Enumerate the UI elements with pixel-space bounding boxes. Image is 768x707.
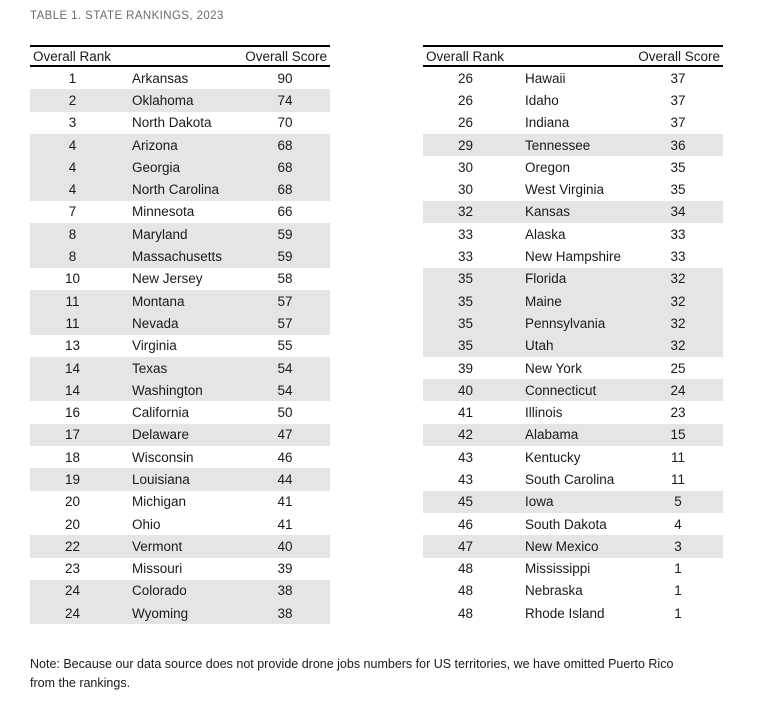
score-cell: 39 (277, 561, 293, 577)
table-row (423, 134, 723, 156)
rank-column-header: Overall Rank (426, 48, 505, 64)
table-body-right (423, 67, 723, 624)
state-cell: Indiana (525, 115, 570, 131)
score-cell: 32 (670, 338, 686, 354)
score-cell: 1 (674, 561, 682, 577)
table-row (30, 67, 330, 89)
state-cell: Utah (525, 338, 554, 354)
rank-cell: 48 (457, 561, 474, 577)
state-cell: Alabama (525, 427, 579, 443)
table-row (30, 558, 330, 580)
score-cell: 4 (674, 516, 682, 532)
rank-cell: 33 (457, 249, 474, 265)
rankings-table-right (423, 45, 723, 624)
rank-cell: 4 (68, 159, 77, 175)
rank-cell: 4 (68, 137, 77, 153)
table-row (30, 312, 330, 334)
table-row (423, 245, 723, 267)
state-cell: North Carolina (132, 182, 220, 198)
score-cell: 54 (277, 360, 293, 376)
state-cell: Texas (132, 360, 168, 376)
state-cell: New Hampshire (525, 249, 622, 265)
score-cell: 40 (277, 538, 293, 554)
rank-cell: 8 (68, 226, 77, 242)
rank-cell: 33 (457, 226, 474, 242)
rank-cell: 41 (457, 405, 474, 421)
score-column-header: Overall Score (638, 48, 720, 64)
score-cell: 11 (670, 449, 685, 465)
state-cell: North Dakota (132, 115, 212, 131)
rank-cell: 48 (457, 583, 474, 599)
table-row (423, 424, 723, 446)
state-cell: Idaho (525, 92, 559, 108)
table-row (423, 178, 723, 200)
state-cell: South Dakota (525, 516, 607, 532)
state-cell: Massachusetts (132, 249, 223, 265)
rank-cell: 35 (457, 293, 474, 309)
state-cell: Hawaii (525, 70, 566, 86)
score-cell: 44 (277, 471, 293, 487)
score-cell: 36 (670, 137, 686, 153)
state-cell: Colorado (132, 583, 187, 599)
rank-cell: 7 (68, 204, 77, 220)
score-cell: 57 (277, 293, 293, 309)
rank-cell: 20 (64, 494, 81, 510)
table-row (30, 468, 330, 490)
score-cell: 59 (277, 226, 293, 242)
rank-cell: 26 (457, 92, 474, 108)
score-cell: 23 (670, 405, 686, 421)
table-header-right (423, 45, 723, 67)
table-row (30, 245, 330, 267)
score-cell: 1 (674, 583, 682, 599)
table-row (423, 290, 723, 312)
state-cell: New Mexico (525, 538, 599, 554)
rank-cell: 14 (64, 382, 81, 398)
score-cell: 74 (277, 92, 293, 108)
score-cell: 54 (277, 382, 293, 398)
rank-cell: 45 (457, 494, 474, 510)
table-row (30, 268, 330, 290)
state-cell: Arkansas (132, 70, 189, 86)
table-row (30, 357, 330, 379)
state-cell: Georgia (132, 159, 181, 175)
score-cell: 35 (670, 159, 686, 175)
table-row (30, 602, 330, 624)
table-row (30, 379, 330, 401)
rank-cell: 24 (64, 605, 81, 621)
state-cell: Washington (132, 382, 203, 398)
table-row (30, 156, 330, 178)
rank-cell: 40 (457, 382, 474, 398)
table-row (30, 513, 330, 535)
state-cell: Oregon (525, 159, 571, 175)
table-row (30, 424, 330, 446)
rank-cell: 10 (64, 271, 81, 287)
state-cell: South Carolina (525, 471, 615, 487)
table-row (30, 112, 330, 134)
rank-cell: 14 (64, 360, 81, 376)
table-row (423, 89, 723, 111)
score-cell: 33 (670, 226, 686, 242)
score-column-header: Overall Score (245, 48, 327, 64)
score-cell: 32 (670, 315, 686, 331)
table-row (423, 312, 723, 334)
rank-cell: 11 (65, 315, 80, 331)
score-cell: 15 (670, 427, 686, 443)
rank-cell: 8 (68, 249, 77, 265)
state-cell: Nebraska (525, 583, 583, 599)
state-cell: West Virginia (525, 182, 605, 198)
table-row (423, 558, 723, 580)
state-cell: Oklahoma (132, 92, 194, 108)
table-row (30, 335, 330, 357)
state-cell: Michigan (132, 494, 187, 510)
table-row (423, 468, 723, 490)
state-cell: Mississippi (525, 561, 591, 577)
state-cell: Kansas (525, 204, 571, 220)
table-row (423, 580, 723, 602)
score-cell: 50 (277, 405, 293, 421)
table-body-left (30, 67, 330, 624)
state-cell: Illinois (525, 405, 563, 421)
score-cell: 35 (670, 182, 686, 198)
rank-cell: 24 (64, 583, 81, 599)
table-row (30, 201, 330, 223)
tables-row (30, 45, 723, 624)
state-cell: Delaware (132, 427, 190, 443)
state-cell: Wisconsin (132, 449, 194, 465)
state-cell: California (132, 405, 190, 421)
rank-cell: 17 (64, 427, 81, 443)
rank-cell: 43 (457, 449, 474, 465)
score-cell: 55 (277, 338, 293, 354)
score-cell: 68 (277, 182, 293, 198)
score-cell: 11 (670, 471, 685, 487)
table-row (30, 178, 330, 200)
score-cell: 37 (670, 115, 686, 131)
rank-cell: 30 (457, 182, 474, 198)
state-cell: Montana (132, 293, 185, 309)
score-cell: 47 (277, 427, 293, 443)
footnote (30, 655, 742, 692)
table-row (423, 602, 723, 624)
rank-cell: 46 (457, 516, 474, 532)
state-cell: Pennsylvania (525, 315, 606, 331)
footnote-line-2: from the rankings. (30, 675, 131, 690)
table-row (30, 491, 330, 513)
state-cell: New York (525, 360, 583, 376)
rank-cell: 16 (64, 405, 81, 421)
table-row (423, 535, 723, 557)
rank-cell: 43 (457, 471, 474, 487)
state-cell: Tennessee (525, 137, 591, 153)
table-row (30, 535, 330, 557)
rank-cell: 20 (64, 516, 81, 532)
rank-cell: 39 (457, 360, 474, 376)
state-cell: Wyoming (132, 605, 189, 621)
state-cell: Maryland (132, 226, 188, 242)
score-cell: 57 (277, 315, 293, 331)
score-cell: 24 (670, 382, 686, 398)
score-cell: 68 (277, 137, 293, 153)
rank-cell: 19 (64, 471, 81, 487)
score-cell: 37 (670, 70, 686, 86)
rank-cell: 35 (457, 315, 474, 331)
table-row (423, 335, 723, 357)
state-cell: Connecticut (525, 382, 597, 398)
table-row (30, 134, 330, 156)
rank-cell: 32 (457, 204, 474, 220)
rank-cell: 35 (457, 338, 474, 354)
table-row (423, 491, 723, 513)
state-cell: Louisiana (132, 471, 190, 487)
score-cell: 90 (277, 70, 293, 86)
score-cell: 34 (670, 204, 686, 220)
score-cell: 25 (670, 360, 686, 376)
table-row (423, 401, 723, 423)
state-cell: Alaska (525, 226, 566, 242)
state-cell: Missouri (132, 561, 183, 577)
table-title: TABLE 1. STATE RANKINGS, 2023 (30, 10, 224, 22)
state-cell: Vermont (132, 538, 183, 554)
score-cell: 41 (277, 494, 293, 510)
table-row (423, 446, 723, 468)
table-row (30, 89, 330, 111)
state-cell: Nevada (132, 315, 179, 331)
table-row (423, 112, 723, 134)
score-cell: 32 (670, 271, 686, 287)
table-row (30, 401, 330, 423)
score-cell: 5 (674, 494, 682, 510)
score-cell: 38 (277, 583, 293, 599)
table-header-left (30, 45, 330, 67)
score-cell: 1 (674, 605, 682, 621)
score-cell: 68 (277, 159, 293, 175)
table-row (423, 67, 723, 89)
rank-cell: 26 (457, 115, 474, 131)
rank-cell: 4 (68, 182, 77, 198)
state-cell: Iowa (525, 494, 554, 510)
score-cell: 70 (277, 115, 293, 131)
state-cell: Arizona (132, 137, 178, 153)
score-cell: 46 (277, 449, 293, 465)
table-row (30, 290, 330, 312)
rank-cell: 1 (68, 70, 77, 86)
table-row (30, 223, 330, 245)
rank-cell: 48 (457, 605, 474, 621)
rank-cell: 35 (457, 271, 474, 287)
state-cell: Rhode Island (525, 605, 605, 621)
rank-cell: 13 (64, 338, 81, 354)
score-cell: 38 (277, 605, 293, 621)
state-cell: Kentucky (525, 449, 581, 465)
rank-cell: 29 (457, 137, 474, 153)
state-cell: Virginia (132, 338, 177, 354)
footnote-line-1: Note: Because our data source does not provide drone jobs numbers for US territories, we have omitted Puerto Rico (30, 657, 674, 671)
state-cell: Maine (525, 293, 562, 309)
table-row (423, 268, 723, 290)
table-row (423, 513, 723, 535)
rank-cell: 26 (457, 70, 474, 86)
score-cell: 58 (277, 271, 293, 287)
score-cell: 3 (674, 538, 682, 554)
table-row (30, 446, 330, 468)
score-cell: 41 (277, 516, 293, 532)
rank-cell: 47 (457, 538, 474, 554)
rank-cell: 2 (68, 92, 77, 108)
rankings-table-left (30, 45, 330, 624)
table-row (30, 580, 330, 602)
table-row (423, 201, 723, 223)
rank-cell: 11 (65, 293, 80, 309)
score-cell: 66 (277, 204, 293, 220)
rank-cell: 18 (64, 449, 81, 465)
rank-cell: 23 (64, 561, 81, 577)
table-row (423, 357, 723, 379)
rank-cell: 3 (68, 115, 77, 131)
table-row (423, 379, 723, 401)
score-cell: 32 (670, 293, 686, 309)
state-cell: Minnesota (132, 204, 195, 220)
score-cell: 59 (277, 249, 293, 265)
rank-cell: 42 (457, 427, 474, 443)
rank-cell: 30 (457, 159, 474, 175)
score-cell: 37 (670, 92, 686, 108)
state-cell: Ohio (132, 516, 161, 532)
state-cell: New Jersey (132, 271, 203, 287)
state-cell: Florida (525, 271, 567, 287)
table-row (423, 156, 723, 178)
table-row (423, 223, 723, 245)
rank-column-header: Overall Rank (33, 48, 112, 64)
rank-cell: 22 (64, 538, 81, 554)
score-cell: 33 (670, 249, 686, 265)
